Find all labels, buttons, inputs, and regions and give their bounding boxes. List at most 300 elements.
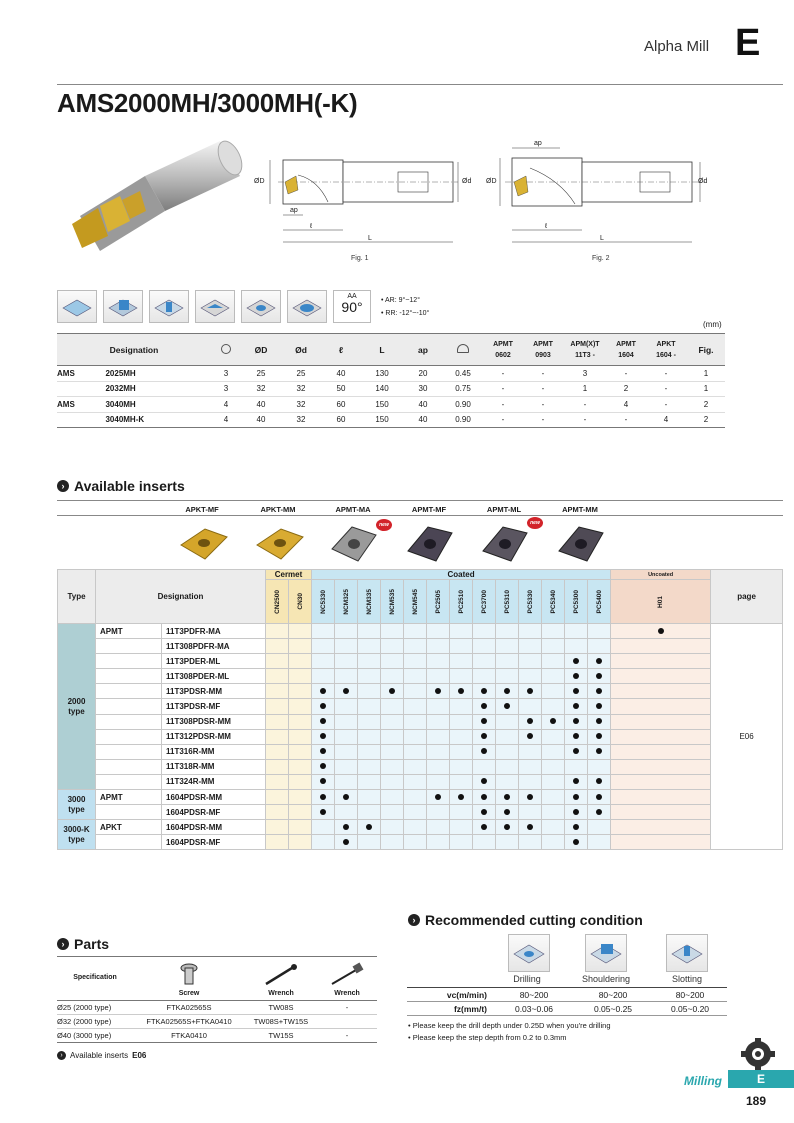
grade-cell <box>289 805 312 820</box>
available-inserts-title: Available inserts <box>74 478 185 494</box>
cell: 30 <box>403 381 443 397</box>
table-row <box>58 669 783 684</box>
type-cell: 3000-K type <box>58 820 96 850</box>
cell: 0.05~0.25 <box>573 1002 653 1016</box>
cell: - <box>483 412 523 428</box>
brand-name: Alpha Mill <box>644 38 710 55</box>
availability-dot <box>481 794 487 800</box>
screw-label: Screw <box>178 990 200 997</box>
grade-cell <box>381 624 404 639</box>
grade-cell <box>427 669 450 684</box>
grade-cell <box>496 805 519 820</box>
grade-cell <box>473 729 496 744</box>
grade-cell <box>519 744 542 759</box>
availability-dot <box>343 688 349 694</box>
table-row <box>58 684 783 699</box>
insert-label: APKT-MM <box>260 505 296 514</box>
col-designation: Designation <box>96 570 266 624</box>
availability-dot <box>343 839 349 845</box>
machining-mode-icons <box>57 290 429 323</box>
cell: - <box>563 397 607 413</box>
wrench-cell: TW08S+TW15S <box>245 1015 317 1029</box>
grade-cell <box>427 820 450 835</box>
figure-1-drawing <box>254 140 472 258</box>
grade-cell <box>565 684 588 699</box>
cell: 2 <box>687 412 725 428</box>
col-screw <box>133 957 245 1001</box>
availability-dot <box>320 733 326 739</box>
grade-cell <box>542 699 565 714</box>
availability-dot <box>550 718 556 724</box>
table-row <box>58 639 783 654</box>
grade-cell <box>496 835 519 850</box>
arrow-circle-icon: › <box>408 914 420 926</box>
col-type: Type <box>58 570 96 624</box>
insert-prefix: APMT <box>96 624 162 639</box>
grade-cell <box>565 744 588 759</box>
grade-cell <box>289 624 312 639</box>
grade-cell <box>335 624 358 639</box>
col-L: L <box>361 334 403 366</box>
cell: 3 <box>211 381 241 397</box>
grade-cell <box>588 684 611 699</box>
cell: - <box>607 412 645 428</box>
cell: 80~200 <box>495 988 573 1002</box>
grade-cell <box>611 729 711 744</box>
table-row <box>57 1001 377 1015</box>
grade-cell <box>542 729 565 744</box>
grade-cell <box>289 699 312 714</box>
grade-cell <box>335 654 358 669</box>
grade-cell <box>358 639 381 654</box>
group-cermet: Cermet <box>266 570 312 580</box>
insert-code: 11T324R-MM <box>162 774 266 789</box>
type-cell: 2000 type <box>58 624 96 790</box>
grade-cell <box>335 729 358 744</box>
availability-dot <box>458 794 464 800</box>
grade-cell <box>565 805 588 820</box>
insert-code: 1604PDSR-MM <box>162 820 266 835</box>
new-badge: new <box>527 517 543 529</box>
availability-dot <box>320 688 326 694</box>
grade-cell <box>496 624 519 639</box>
grade-cell <box>427 654 450 669</box>
grade-cell <box>266 699 289 714</box>
availability-dot <box>596 794 602 800</box>
col-d: Ød <box>281 334 321 366</box>
grade-cell <box>266 774 289 789</box>
parts-note <box>57 1051 146 1060</box>
availability-dot <box>504 688 510 694</box>
insert-prefix <box>96 669 162 684</box>
model: 2025MH <box>105 366 211 382</box>
grade-cell <box>335 684 358 699</box>
grade-cell <box>427 684 450 699</box>
grade-cell <box>519 624 542 639</box>
grade-label: PC5300 <box>572 589 580 614</box>
grade-cell <box>588 790 611 805</box>
grade-cell <box>427 759 450 774</box>
availability-dot <box>458 688 464 694</box>
grade-cell <box>611 699 711 714</box>
cell: 80~200 <box>573 988 653 1002</box>
availability-dot <box>320 809 326 815</box>
cell: 0.05~0.20 <box>653 1002 727 1016</box>
grade-cell <box>404 774 427 789</box>
insert-code: 11T3PDSR-MM <box>162 684 266 699</box>
grade-header <box>335 580 358 624</box>
grade-cell <box>289 774 312 789</box>
grade-cell <box>588 805 611 820</box>
grade-label: PC2505 <box>434 589 442 614</box>
cell: 150 <box>361 397 403 413</box>
grade-cell <box>519 774 542 789</box>
cell: 1 <box>687 366 725 382</box>
availability-dot <box>504 703 510 709</box>
grade-cell <box>335 820 358 835</box>
grade-cell <box>335 639 358 654</box>
availability-dot <box>389 688 395 694</box>
cell: 4 <box>645 412 687 428</box>
availability-dot <box>658 628 664 634</box>
grade-cell <box>450 684 473 699</box>
grade-label: NC5330 <box>319 589 327 614</box>
fig1-l-label: ℓ <box>310 223 313 230</box>
grade-cell <box>404 744 427 759</box>
grade-cell <box>266 639 289 654</box>
screw-cell: FTKA02565S <box>133 1001 245 1015</box>
col-specification: Specification <box>57 957 133 1001</box>
grade-cell <box>404 729 427 744</box>
grade-cell <box>588 820 611 835</box>
grade-cell <box>519 639 542 654</box>
availability-dot <box>320 748 326 754</box>
insert-prefix <box>96 729 162 744</box>
cell: - <box>523 366 563 382</box>
grade-cell <box>289 669 312 684</box>
grade-cell <box>473 805 496 820</box>
grade-cell <box>404 790 427 805</box>
col-wrench-2 <box>317 957 377 1001</box>
availability-dot <box>435 794 441 800</box>
grade-cell <box>542 759 565 774</box>
grade-cell <box>565 729 588 744</box>
parts-note-page: E06 <box>132 1051 147 1060</box>
grade-cell <box>473 699 496 714</box>
aa-label: AA <box>347 293 357 300</box>
grade-cell <box>266 624 289 639</box>
cell: 1 <box>563 381 607 397</box>
grade-cell <box>496 639 519 654</box>
grade-cell <box>473 669 496 684</box>
availability-dot <box>573 673 579 679</box>
grade-header <box>588 580 611 624</box>
grade-cell <box>427 624 450 639</box>
insert-code: 1604PDSR-MM <box>162 790 266 805</box>
insert-prefix <box>96 835 162 850</box>
grade-cell <box>519 820 542 835</box>
type-cell: 3000 type <box>58 790 96 820</box>
grade-cell <box>565 835 588 850</box>
grade-label: PC5330 <box>526 589 534 614</box>
cell: - <box>563 412 607 428</box>
grade-cell <box>565 624 588 639</box>
fig2-d-label: Ød <box>698 178 708 185</box>
mode-label: Shouldering <box>581 974 631 984</box>
grade-cell <box>565 699 588 714</box>
cell: 130 <box>361 366 403 382</box>
grade-cell <box>473 714 496 729</box>
footer-category: Milling <box>684 1074 722 1088</box>
fig1-d-label: Ød <box>462 178 472 185</box>
insert-prefix <box>96 744 162 759</box>
grade-cell <box>519 759 542 774</box>
insert-prefix: APMT <box>96 790 162 805</box>
table-row <box>58 624 783 639</box>
page-title: AMS2000MH/3000MH(-K) <box>57 88 358 118</box>
grade-cell <box>381 744 404 759</box>
grade-cell <box>381 835 404 850</box>
grade-cell <box>404 805 427 820</box>
availability-dot <box>596 748 602 754</box>
radial-rake: • RR: -12°~-10° <box>381 309 430 317</box>
rake-angle-notes <box>381 294 429 320</box>
grade-cell <box>519 714 542 729</box>
wrench-cell: TW08S <box>245 1001 317 1015</box>
availability-dot <box>573 809 579 815</box>
grade-cell <box>358 805 381 820</box>
grade-cell <box>335 790 358 805</box>
cutting-note: • Please keep the step depth from 0.2 to 0.3mm <box>408 1033 567 1042</box>
grade-cell <box>358 744 381 759</box>
insert-apkt-mm-image <box>251 519 309 567</box>
mode-label: Drilling <box>513 974 541 984</box>
grade-cell <box>519 729 542 744</box>
grade-cell <box>266 820 289 835</box>
grade-cell <box>289 729 312 744</box>
tool-photo <box>60 136 250 266</box>
aa-value: 90° <box>341 299 363 315</box>
col-apmt1604: APMT 1604 <box>607 334 645 366</box>
unit-label: (mm) <box>703 320 722 329</box>
insert-code: 11T316R-MM <box>162 744 266 759</box>
grade-cell <box>519 699 542 714</box>
grade-cell <box>427 805 450 820</box>
grade-cell <box>473 624 496 639</box>
grade-cell <box>312 714 335 729</box>
cell: 20 <box>403 366 443 382</box>
availability-dot <box>596 809 602 815</box>
wrench-label: Wrench <box>334 990 360 997</box>
grade-cell <box>427 790 450 805</box>
torque-wrench-icon <box>328 962 366 988</box>
wrench-cell: TW15S <box>245 1029 317 1043</box>
availability-dot <box>573 733 579 739</box>
fig1-ap-label: ap <box>290 207 298 214</box>
available-inserts-heading <box>57 478 185 494</box>
insert-code: 11T312PDSR-MM <box>162 729 266 744</box>
grade-header <box>404 580 427 624</box>
table-row <box>57 381 725 397</box>
grade-header <box>427 580 450 624</box>
grade-header <box>565 580 588 624</box>
parts-title: Parts <box>74 936 110 952</box>
cell: - <box>645 397 687 413</box>
grade-header <box>473 580 496 624</box>
grade-cell <box>450 774 473 789</box>
grade-cell <box>358 790 381 805</box>
grade-cell <box>588 835 611 850</box>
cutting-condition-title: Recommended cutting condition <box>425 912 643 928</box>
grade-cell <box>427 835 450 850</box>
grade-cell <box>542 669 565 684</box>
availability-dot <box>481 748 487 754</box>
insert-label: APMT-MM <box>562 505 598 514</box>
grade-cell <box>381 790 404 805</box>
availability-dot <box>320 703 326 709</box>
grade-cell <box>473 774 496 789</box>
table-row <box>58 744 783 759</box>
grade-cell <box>588 669 611 684</box>
col-weight <box>443 334 483 366</box>
grade-cell <box>427 744 450 759</box>
row-label: fz(mm/t) <box>407 1002 495 1016</box>
fig1-L-label: L <box>368 235 372 242</box>
grade-label: PC5310 <box>503 589 511 614</box>
availability-dot <box>366 824 372 830</box>
insert-label: APMT-ML <box>486 505 522 514</box>
availability-dot <box>481 703 487 709</box>
grade-cell <box>450 639 473 654</box>
col-apmt0602: APMT 0602 <box>483 334 523 366</box>
grade-cell <box>404 654 427 669</box>
grade-cell <box>404 639 427 654</box>
grade-cell <box>289 835 312 850</box>
cell: 40 <box>241 412 281 428</box>
insert-code: 1604PDSR-MF <box>162 805 266 820</box>
helical-icon <box>241 290 281 323</box>
availability-dot <box>573 839 579 845</box>
insert-prefix <box>96 639 162 654</box>
grade-cell <box>542 624 565 639</box>
insert-prefix <box>96 759 162 774</box>
insert-label: APKT-MF <box>185 505 219 514</box>
axial-rake: • AR: 9°~12° <box>381 296 420 304</box>
col-apmt0903: APMT 0903 <box>523 334 563 366</box>
spec-table <box>57 333 725 428</box>
grade-cell <box>358 669 381 684</box>
grade-cell <box>358 729 381 744</box>
cell: - <box>483 366 523 382</box>
grade-cell <box>381 820 404 835</box>
cell: 25 <box>241 366 281 382</box>
grade-cell <box>404 759 427 774</box>
grade-cell <box>381 729 404 744</box>
cell: 0.03~0.06 <box>495 1002 573 1016</box>
grade-cell <box>496 669 519 684</box>
grade-cell <box>404 624 427 639</box>
grade-cell <box>381 654 404 669</box>
cell: 32 <box>281 412 321 428</box>
cell: 1 <box>687 381 725 397</box>
shoulder-milling-icon <box>103 290 143 323</box>
grade-cell <box>450 699 473 714</box>
cell: 80~200 <box>653 988 727 1002</box>
grade-cell <box>496 790 519 805</box>
insert-apmt-ml-image <box>477 519 535 567</box>
availability-dot <box>573 688 579 694</box>
insert-prefix <box>96 654 162 669</box>
grade-cell <box>588 714 611 729</box>
availability-dot <box>573 794 579 800</box>
availability-dot <box>481 718 487 724</box>
grade-cell <box>450 669 473 684</box>
model: 3040MH-K <box>105 412 211 428</box>
availability-dot <box>320 763 326 769</box>
grade-cell <box>542 774 565 789</box>
cell: - <box>523 397 563 413</box>
availability-dot <box>481 778 487 784</box>
table-row <box>58 699 783 714</box>
cell: - <box>645 381 687 397</box>
grade-cell <box>427 639 450 654</box>
cell: 2 <box>607 381 645 397</box>
insert-code: 11T318R-MM <box>162 759 266 774</box>
grade-cell <box>588 774 611 789</box>
footer-section-tab: E <box>728 1070 794 1088</box>
parts-note-label: Available inserts <box>70 1051 129 1060</box>
fig2-l-label: ℓ <box>545 223 548 230</box>
inserts-top-rule <box>57 500 783 501</box>
grade-header <box>266 580 289 624</box>
table-row <box>57 397 725 413</box>
grade-cell <box>289 759 312 774</box>
model: 3040MH <box>105 397 211 413</box>
cell: 140 <box>361 381 403 397</box>
grade-cell <box>312 624 335 639</box>
grade-cell <box>427 774 450 789</box>
grade-cell <box>312 684 335 699</box>
grade-cell <box>266 654 289 669</box>
grade-cell <box>381 684 404 699</box>
grade-cell <box>542 684 565 699</box>
grade-label: CN2500 <box>273 589 281 614</box>
insert-code: 1604PDSR-MF <box>162 835 266 850</box>
grade-header <box>289 580 312 624</box>
grade-cell <box>611 805 711 820</box>
screw-icon <box>176 962 202 988</box>
grade-cell <box>611 744 711 759</box>
grade-cell <box>358 820 381 835</box>
grade-cell <box>312 790 335 805</box>
series <box>57 412 105 428</box>
cell: - <box>483 397 523 413</box>
grade-cell <box>335 759 358 774</box>
grade-cell <box>496 684 519 699</box>
grade-cell <box>266 744 289 759</box>
face-milling-icon <box>57 290 97 323</box>
cell: 32 <box>281 381 321 397</box>
grade-cell <box>358 774 381 789</box>
grade-cell <box>312 699 335 714</box>
availability-dot <box>596 688 602 694</box>
drilling-icon <box>508 934 550 972</box>
group-coated: Coated <box>312 570 611 580</box>
col-l: ℓ <box>321 334 361 366</box>
grade-cell <box>404 699 427 714</box>
grade-cell <box>473 744 496 759</box>
cell: 32 <box>241 381 281 397</box>
